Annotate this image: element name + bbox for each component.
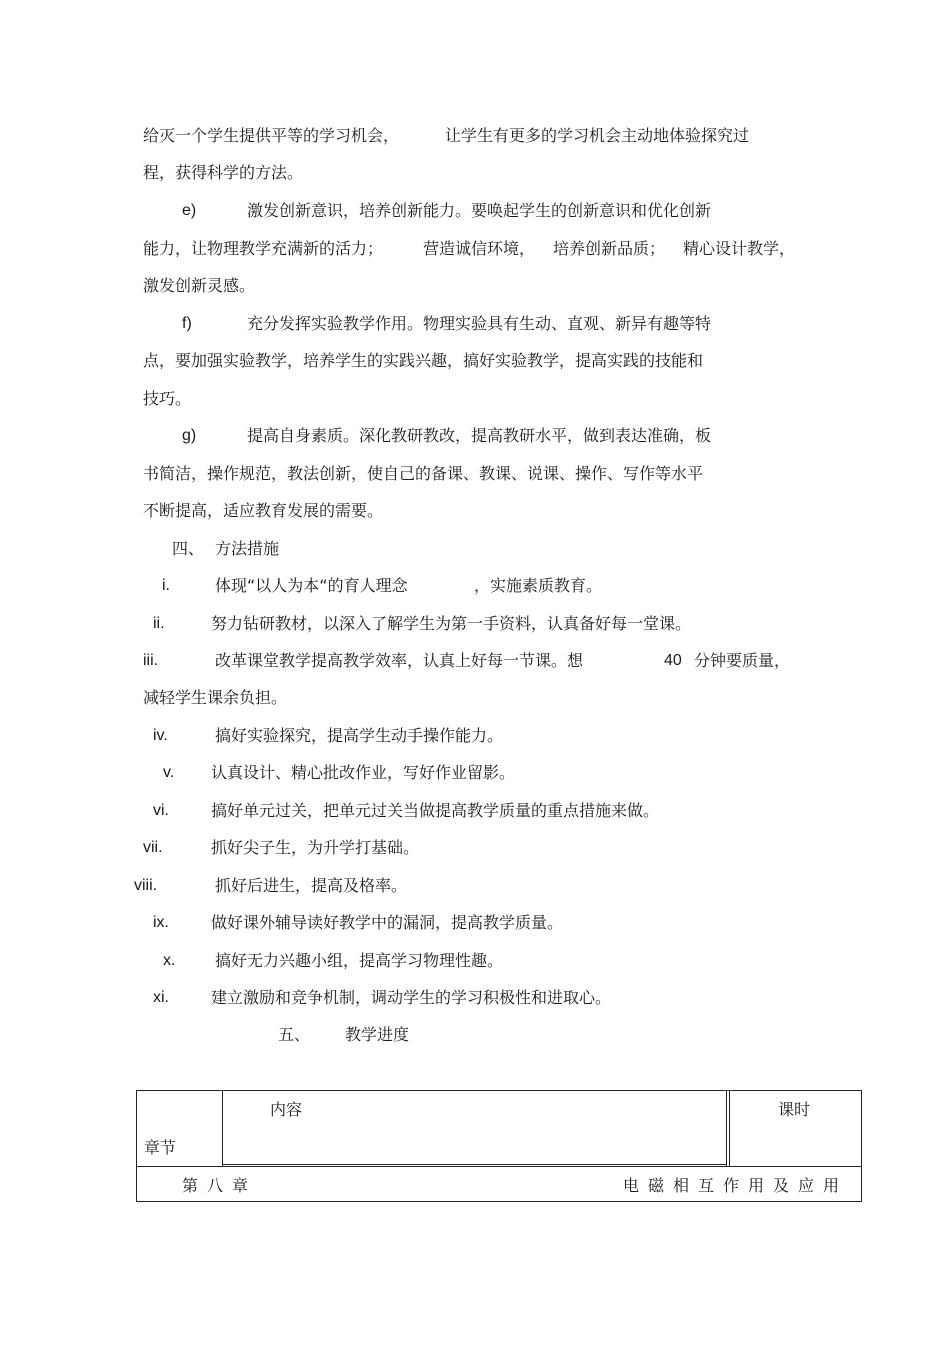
measure-1-marker: i. (162, 577, 170, 594)
measure-8-text: 抓好后进生，提高及格率。 (215, 876, 408, 895)
item-f-line-3: 技巧。 (143, 389, 192, 408)
section-4-title: 方法措施 (215, 539, 280, 558)
measure-3-marker: iii. (143, 652, 159, 669)
intro-line-1a: 给灭一个学生提供平等的学习机会， (143, 126, 400, 145)
measure-3-number: 40 (664, 652, 682, 669)
measure-11-marker: xi. (153, 989, 169, 1006)
measure-3-text: 改革课堂教学提高教学效率，认真上好每一节课。想 (215, 651, 584, 670)
item-f-marker: f) (182, 315, 192, 332)
measure-4-marker: iv. (153, 727, 168, 744)
item-e-line-2a: 能力，让物理教学充满新的活力； (143, 239, 384, 258)
table-divider-3 (729, 1091, 730, 1166)
measure-11-text: 建立激励和竞争机制，调动学生的学习积极性和进取心。 (211, 988, 612, 1007)
item-g-marker: g) (182, 427, 197, 444)
measure-1-text: 体现“以人为本“的育人理念 (215, 576, 408, 595)
table-header-chapter: 章节 (144, 1138, 177, 1157)
measure-9-marker: ix. (153, 914, 169, 931)
measure-2-marker: ii. (153, 615, 165, 632)
item-f-line-2: 点，要加强实验教学，培养学生的实践兴趣，搞好实验教学，提高实践的技能和 (143, 351, 704, 370)
measure-5-text: 认真设计、精心批改作业，写好作业留影。 (211, 763, 516, 782)
section-5-number: 五、 (278, 1025, 311, 1044)
measure-8-marker: viii. (134, 877, 158, 894)
table-header-content: 内容 (270, 1100, 303, 1119)
measure-9-text: 做好课外辅导读好教学中的漏洞，提高教学质量。 (211, 913, 564, 932)
item-e-line-2b: 营造诚信环境， (423, 239, 536, 258)
item-e-line-2d: 精心设计教学， (683, 239, 796, 258)
intro-line-1b: 让学生有更多的学习机会主动地体验探究过 (445, 126, 750, 145)
measure-2-text: 努力钻研教材，以深入了解学生为第一手资料，认真备好每一堂课。 (211, 614, 692, 633)
table-divider-row (137, 1166, 861, 1167)
table-header-hours: 课时 (778, 1100, 811, 1119)
item-g-line-1: 提高自身素质。深化教研教改，提高教研水平，做到表达准确，板 (247, 426, 712, 445)
item-e-line-1: 激发创新意识，培养创新能力。要唤起学生的创新意识和优化创新 (247, 201, 712, 220)
section-4-number: 四、 (172, 539, 205, 558)
measure-6-marker: vi. (153, 802, 169, 819)
table-divider-2 (726, 1091, 727, 1166)
measure-3-continuation: 减轻学生课余负担。 (143, 688, 288, 707)
item-f-line-1: 充分发挥实验教学作用。物理实验具有生动、直观、新异有趣等特 (247, 314, 712, 333)
table-divider-1 (222, 1091, 223, 1166)
item-e-line-3: 激发创新灵感。 (143, 276, 256, 295)
measure-10-marker: x. (163, 952, 176, 969)
measure-7-text: 抓好尖子生，为升学打基础。 (211, 838, 420, 857)
table-row-1-chapter: 第八章 (182, 1176, 258, 1195)
measure-7-marker: vii. (143, 839, 163, 856)
measure-3-text-2: 分钟要质量， (694, 651, 791, 670)
section-5-title: 教学进度 (345, 1025, 410, 1044)
measure-5-marker: v. (163, 764, 175, 781)
measure-4-text: 搞好实验探究，提高学生动手操作能力。 (215, 726, 504, 745)
schedule-table (136, 1090, 862, 1202)
intro-line-2: 程，获得科学的方法。 (143, 163, 304, 182)
item-g-line-2: 书简洁，操作规范，教法创新，使自己的备课、教课、说课、操作、写作等水平 (143, 464, 704, 483)
table-row-1-content: 电磁相互作用及应用 (623, 1176, 849, 1195)
item-e-marker: e) (182, 202, 197, 219)
item-g-line-3: 不断提高，适应教育发展的需要。 (143, 501, 384, 520)
item-e-line-2c: 培养创新品质； (553, 239, 666, 258)
measure-6-text: 搞好单元过关，把单元过关当做提高教学质量的重点措施来做。 (211, 801, 660, 820)
measure-1-text-2: ，实施素质教育。 (474, 576, 603, 595)
measure-10-text: 搞好无力兴趣小组，提高学习物理性趣。 (215, 951, 504, 970)
table-divider-row-2 (222, 1164, 727, 1165)
